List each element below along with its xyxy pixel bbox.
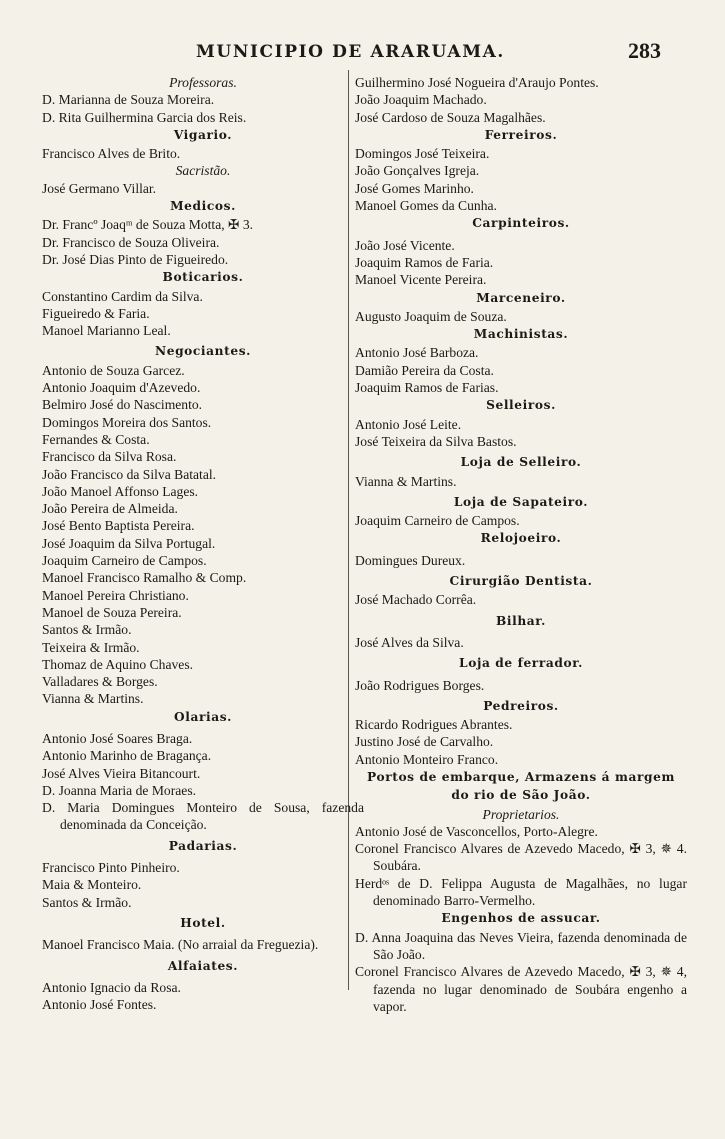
list-item: Augusto Joaquim de Souza.	[355, 308, 507, 324]
list-item: Antonio Joaquim d'Azevedo.	[42, 380, 201, 396]
list-item: Joaquim Ramos de Farias.	[355, 380, 499, 396]
list-item: Vianna & Martins.	[42, 691, 144, 707]
section-title-professoras: Professoras.	[169, 75, 237, 90]
section-title-sacristao: Sacristão.	[175, 163, 231, 179]
list-item: Domingues Dureux.	[355, 552, 466, 568]
left-column	[42, 74, 364, 1013]
list-item: José Alves Vieira Bitancourt.	[42, 765, 201, 781]
section-title-selleiros: Selleiros.	[486, 398, 556, 413]
section-title-portos: Portos de embarque, Armazens á margem	[367, 769, 675, 784]
list-item: D. Maria Domingues Monteiro de Sousa, fazenda denominada da Conceição.	[42, 800, 364, 833]
list-item: Teixeira & Irmão.	[42, 639, 140, 655]
list-item: Dr. José Dias Pinto de Figueiredo.	[42, 251, 229, 267]
list-item: D. Marianna de Souza Moreira.	[42, 92, 215, 108]
section-title-loja-ferrador: Loja de ferrador.	[459, 656, 583, 671]
list-item: Dr. Francº Joaqᵐ de Souza Motta, ✠ 3.	[42, 217, 254, 233]
list-item: Domingos José Teixeira.	[355, 146, 490, 162]
list-item: Joaquim Carneiro de Campos.	[42, 553, 207, 569]
page-title: MUNICIPIO DE ARARUAMA.	[196, 42, 505, 62]
section-title-alfaiates: Alfaiates.	[167, 958, 239, 973]
section-title-olarias: Olarias.	[174, 709, 232, 724]
section-title-loja-sapateiro: Loja de Sapateiro.	[453, 494, 589, 509]
list-item: Antonio José Fontes.	[42, 997, 157, 1013]
list-item: Antonio José Leite.	[355, 416, 462, 432]
list-item: Fernandes & Costa.	[42, 431, 150, 447]
page-header	[0, 38, 725, 68]
list-item: Manoel Pereira Christiano.	[42, 587, 189, 603]
section-title-ferreiros: Ferreiros.	[484, 127, 558, 142]
list-item: Manoel Francisco Ramalho & Comp.	[42, 570, 247, 586]
list-item: Francisco da Silva Rosa.	[42, 449, 177, 465]
section-title-machinistas: Machinistas.	[473, 327, 569, 342]
list-item: Domingos Moreira dos Santos.	[42, 414, 212, 430]
section-title-boticarios: Boticarios.	[162, 270, 244, 285]
list-item: Thomaz de Aquino Chaves.	[42, 656, 194, 672]
list-item: Valladares & Borges.	[42, 674, 158, 690]
list-item: Antonio José de Vasconcellos, Porto-Alegre.	[355, 823, 598, 839]
section-title-engenhos: Engenhos de assucar.	[441, 911, 601, 926]
list-item: Joaquim Carneiro de Campos.	[355, 513, 520, 529]
list-item: Antonio Monteiro Franco.	[355, 751, 499, 767]
list-item: Vianna & Martins.	[355, 473, 457, 489]
section-title-hotel: Hotel.	[180, 915, 226, 930]
list-item: Belmiro José do Nascimento.	[42, 397, 203, 413]
list-item: Ricardo Rodrigues Abrantes.	[355, 717, 513, 733]
section-title-bilhar: Bilhar.	[495, 613, 547, 628]
list-item: José Joaquim da Silva Portugal.	[42, 535, 216, 551]
list-item: Antonio de Souza Garcez.	[42, 362, 185, 378]
list-item: Coronel Francisco Alvares de Azevedo Macedo, ✠ 3, ✵ 4. Soubára.	[355, 841, 687, 874]
list-item: Santos & Irmão.	[42, 894, 132, 910]
list-item: Santos & Irmão.	[42, 622, 132, 638]
list-item: Antonio José Barboza.	[355, 345, 479, 361]
section-title-marceneiro: Marceneiro.	[476, 290, 566, 305]
list-item: João Manoel Affonso Lages.	[42, 483, 199, 499]
list-item: João Joaquim Machado.	[355, 92, 487, 108]
list-item: José Alves da Silva.	[355, 634, 464, 650]
list-item: Manoel Vicente Pereira.	[355, 272, 487, 288]
list-item: D. Joanna Maria de Moraes.	[42, 782, 197, 798]
list-item: João Rodrigues Borges.	[355, 677, 485, 693]
list-item: Justino José de Carvalho.	[355, 734, 494, 750]
list-item: João Gonçalves Igreja.	[355, 163, 480, 179]
list-item: João José Vicente.	[355, 237, 455, 253]
list-item: Figueiredo & Faria.	[42, 305, 150, 321]
list-item: Joaquim Ramos de Faria.	[355, 254, 494, 270]
list-item: José Machado Corrêa.	[355, 592, 477, 608]
section-title-padarias: Padarias.	[168, 838, 238, 853]
list-item: José Germano Villar.	[42, 180, 157, 196]
list-item: Francisco Pinto Pinheiro.	[42, 860, 180, 876]
section-title-medicos: Medicos.	[170, 199, 236, 214]
list-item: D. Anna Joaquina das Neves Vieira, fazenda denominada de São João.	[355, 929, 687, 962]
right-column	[355, 74, 687, 1015]
section-title-portos-cont: do rio de São João.	[451, 788, 591, 803]
list-item: Constantino Cardim da Silva.	[42, 288, 203, 304]
list-item: Antonio Ignacio da Rosa.	[42, 979, 181, 995]
list-item: José Gomes Marinho.	[355, 180, 474, 196]
section-title-carpinteiros: Carpinteiros.	[472, 216, 570, 231]
list-item: José Cardoso de Souza Magalhães.	[355, 109, 546, 125]
list-item: D. Rita Guilhermina Garcia dos Reis.	[42, 109, 247, 125]
section-title-negociantes: Negociantes.	[154, 344, 252, 359]
list-item: Dr. Francisco de Souza Oliveira.	[42, 234, 220, 250]
list-item: Guilhermino José Nogueira d'Araujo Pontes.	[355, 75, 599, 90]
section-title-cirurgiao-dentista: Cirurgião Dentista.	[449, 574, 593, 589]
section-title-proprietarios: Proprietarios.	[482, 806, 560, 822]
list-item: Manoel Marianno Leal.	[42, 323, 171, 339]
list-item: Antonio Marinho de Bragança.	[42, 748, 212, 764]
section-title-relojoeiro: Relojoeiro.	[480, 531, 562, 546]
list-item: Maia & Monteiro.	[42, 877, 142, 893]
section-title-pedreiros: Pedreiros.	[483, 698, 559, 713]
list-item: Damião Pereira da Costa.	[355, 362, 494, 378]
list-item: Manoel de Souza Pereira.	[42, 604, 182, 620]
list-item: José Teixeira da Silva Bastos.	[355, 433, 517, 449]
section-title-vigario: Vigario.	[173, 127, 233, 142]
list-item: Manoel Francisco Maia. (No arraial da Freguezia).	[42, 937, 319, 953]
list-item: Francisco Alves de Brito.	[42, 146, 181, 162]
page-number: 283	[628, 38, 661, 63]
negociantes-list	[42, 362, 364, 708]
section-title-loja-selleiro: Loja de Selleiro.	[460, 455, 582, 470]
list-item: Manoel Gomes da Cunha.	[355, 198, 497, 214]
list-item: José Bento Baptista Pereira.	[42, 518, 195, 534]
list-item: Coronel Francisco Alvares de Azevedo Macedo, ✠ 3, ✵ 4, fazenda no lugar denominado de Soubára engenho a vapor.	[355, 964, 687, 1014]
list-item: Antonio José Soares Braga.	[42, 730, 193, 746]
list-item: Herdᵒˢ de D. Felippa Augusta de Magalhães, no lugar denominado Barro-Vermelho.	[355, 875, 687, 909]
list-item: João Pereira de Almeida.	[42, 501, 178, 517]
list-item: João Francisco da Silva Batatal.	[42, 466, 217, 482]
